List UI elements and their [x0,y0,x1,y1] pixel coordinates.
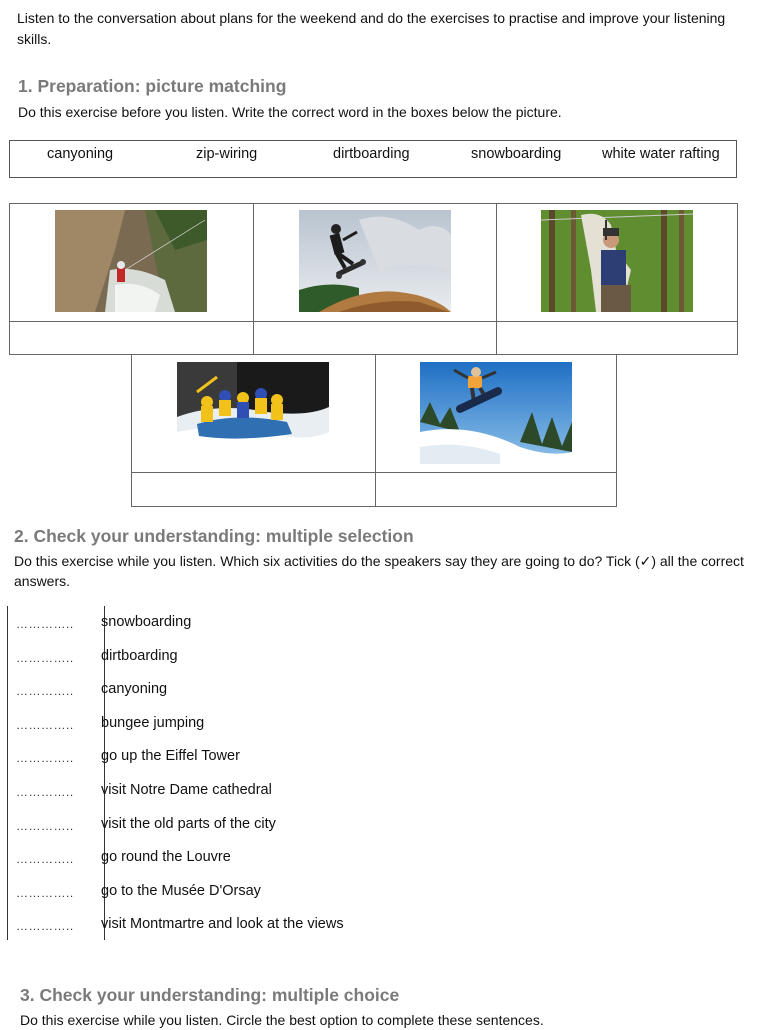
tick-blank-6[interactable]: ………….. [16,785,74,799]
dirtboarding-photo [299,210,451,312]
section-1-instruction: Do this exercise before you listen. Write the correct word in the boxes below the picture. [18,104,562,120]
snowboarding-photo [420,362,572,464]
tick-blank-9[interactable]: ………….. [16,886,74,900]
word-dirtboarding: dirtboarding [333,146,410,162]
zip-wiring-photo [541,210,693,312]
section-2-title: 2. Check your understanding: multiple selection [14,526,414,546]
section-3-instruction: Do this exercise while you listen. Circle the best option to complete these sentences. [20,1012,544,1028]
tick-blank-7[interactable]: ………….. [16,819,74,833]
word-canyoning: canyoning [47,146,114,162]
intro-text: Listen to the conversation about plans for the weekend and do the exercises to practise and improve your listening skills. [17,10,726,47]
tick-blank-4[interactable]: ………….. [16,718,74,732]
tick-blank-5[interactable]: ………….. [16,751,74,765]
word-zip-wiring: zip-wiring [196,146,258,162]
tick-blank-1[interactable]: ………….. [16,617,74,631]
tick-blank-10[interactable]: ………….. [16,919,74,933]
tick-blank-8[interactable]: ………….. [16,852,74,866]
option-musee-dorsay: go to the Musée D'Orsay [101,883,261,899]
option-snowboarding: snowboarding [101,614,192,630]
section-3-title: 3. Check your understanding: multiple choice [20,985,400,1005]
section-2-instruction: Do this exercise while you listen. Which six activities do the speakers say they are going to do? Tick (✓) all the correct answers. [14,553,744,589]
option-bungee-jumping: bungee jumping [101,715,205,731]
option-louvre: go round the Louvre [101,849,231,865]
option-old-parts-city: visit the old parts of the city [101,816,276,832]
option-montmartre: visit Montmartre and look at the views [101,916,344,932]
word-snowboarding: snowboarding [471,146,562,162]
option-notre-dame: visit Notre Dame cathedral [101,782,272,798]
tick-blank-3[interactable]: ………….. [16,684,74,698]
option-canyoning: canyoning [101,681,168,697]
option-dirtboarding: dirtboarding [101,648,178,664]
rafting-photo [177,362,329,464]
word-white-water-rafting: white water rafting [602,146,720,162]
word-bank [9,140,737,178]
section-1-title: 1. Preparation: picture matching [18,76,287,96]
canyoning-photo [55,210,207,312]
option-eiffel-tower: go up the Eiffel Tower [101,748,240,764]
tick-blank-2[interactable]: ………….. [16,651,74,665]
